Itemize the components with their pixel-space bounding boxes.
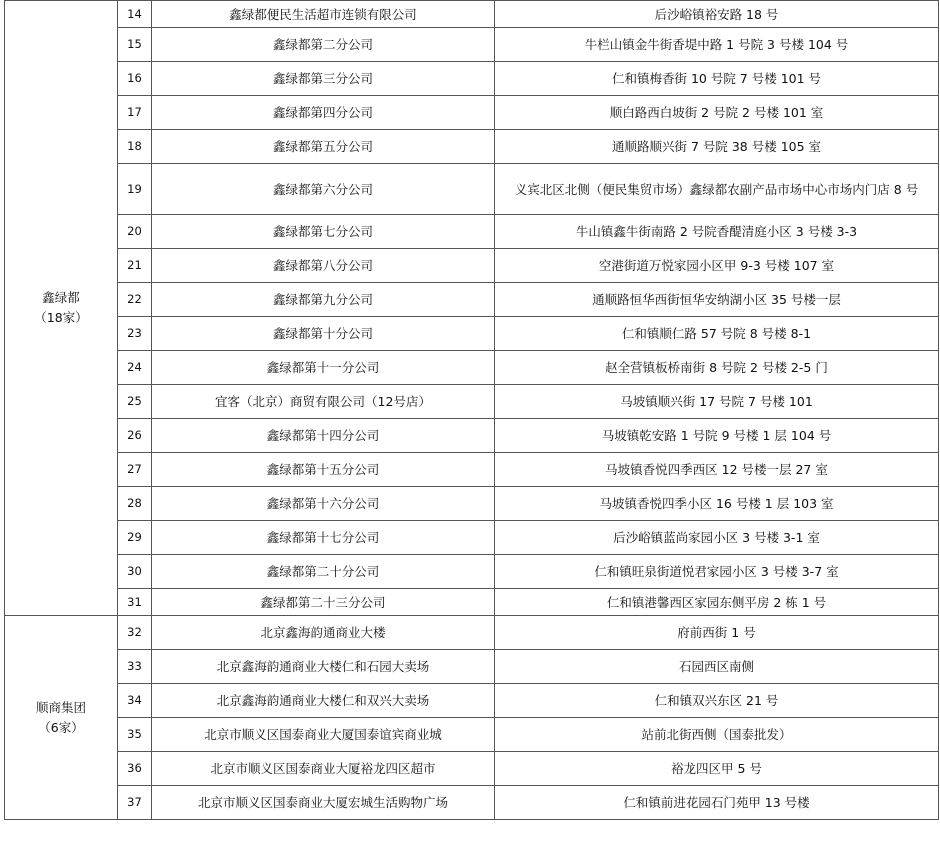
store-address: 裕龙四区甲 5 号 bbox=[495, 752, 939, 786]
group-name: 顺商集团 bbox=[35, 699, 86, 715]
row-number: 19 bbox=[118, 164, 152, 215]
row-number: 15 bbox=[118, 28, 152, 62]
store-address: 后沙峪镇蓝尚家园小区 3 号楼 3-1 室 bbox=[495, 521, 939, 555]
row-number: 21 bbox=[118, 249, 152, 283]
group-count: （18家） bbox=[34, 310, 88, 325]
store-name: 宜客（北京）商贸有限公司（12号店） bbox=[152, 385, 495, 419]
store-address: 站前北街西侧（国泰批发） bbox=[495, 718, 939, 752]
store-name: 北京市顺义区国泰商业大厦裕龙四区超市 bbox=[152, 752, 495, 786]
store-address: 仁和镇旺泉街道悦君家园小区 3 号楼 3-7 室 bbox=[495, 555, 939, 589]
store-name: 北京鑫海韵通商业大楼 bbox=[152, 616, 495, 650]
table-body bbox=[5, 1, 939, 820]
table-row bbox=[5, 684, 939, 718]
store-name: 鑫绿都第八分公司 bbox=[152, 249, 495, 283]
store-address: 顺白路西白坡街 2 号院 2 号楼 101 室 bbox=[495, 96, 939, 130]
row-number: 30 bbox=[118, 555, 152, 589]
table-row bbox=[5, 96, 939, 130]
table-row bbox=[5, 1, 939, 28]
row-number: 32 bbox=[118, 616, 152, 650]
row-number: 20 bbox=[118, 215, 152, 249]
store-address: 后沙峪镇裕安路 18 号 bbox=[495, 1, 939, 28]
row-number: 28 bbox=[118, 487, 152, 521]
row-number: 18 bbox=[118, 130, 152, 164]
row-number: 14 bbox=[118, 1, 152, 28]
table-row bbox=[5, 616, 939, 650]
store-address: 仁和镇梅香街 10 号院 7 号楼 101 号 bbox=[495, 62, 939, 96]
row-number: 27 bbox=[118, 453, 152, 487]
row-number: 22 bbox=[118, 283, 152, 317]
table-row bbox=[5, 317, 939, 351]
store-list-table bbox=[4, 0, 939, 820]
table-row bbox=[5, 283, 939, 317]
store-name: 北京鑫海韵通商业大楼仁和双兴大卖场 bbox=[152, 684, 495, 718]
table-row bbox=[5, 130, 939, 164]
table-row bbox=[5, 521, 939, 555]
store-address: 仁和镇港馨西区家园东侧平房 2 栋 1 号 bbox=[495, 589, 939, 616]
row-number: 35 bbox=[118, 718, 152, 752]
store-name: 鑫绿都第二分公司 bbox=[152, 28, 495, 62]
group-cell bbox=[5, 616, 118, 820]
store-address: 仁和镇双兴东区 21 号 bbox=[495, 684, 939, 718]
row-number: 33 bbox=[118, 650, 152, 684]
store-name: 鑫绿都第十四分公司 bbox=[152, 419, 495, 453]
store-address: 通顺路恒华西街恒华安纳湖小区 35 号楼一层 bbox=[495, 283, 939, 317]
row-number: 37 bbox=[118, 786, 152, 820]
store-address: 马坡镇香悦四季小区 16 号楼 1 层 103 室 bbox=[495, 487, 939, 521]
row-number: 29 bbox=[118, 521, 152, 555]
store-name: 鑫绿都第九分公司 bbox=[152, 283, 495, 317]
store-address: 马坡镇香悦四季西区 12 号楼一层 27 室 bbox=[495, 453, 939, 487]
store-address: 通顺路顺兴街 7 号院 38 号楼 105 室 bbox=[495, 130, 939, 164]
table-row bbox=[5, 487, 939, 521]
store-name: 鑫绿都第十七分公司 bbox=[152, 521, 495, 555]
store-name: 鑫绿都第十一分公司 bbox=[152, 351, 495, 385]
store-name: 鑫绿都第十分公司 bbox=[152, 317, 495, 351]
store-name: 鑫绿都第十六分公司 bbox=[152, 487, 495, 521]
store-name: 北京市顺义区国泰商业大厦宏城生活购物广场 bbox=[152, 786, 495, 820]
store-address: 赵全营镇板桥南街 8 号院 2 号楼 2-5 门 bbox=[495, 351, 939, 385]
row-number: 26 bbox=[118, 419, 152, 453]
row-number: 36 bbox=[118, 752, 152, 786]
row-number: 34 bbox=[118, 684, 152, 718]
store-address: 仁和镇顺仁路 57 号院 8 号楼 8-1 bbox=[495, 317, 939, 351]
table-row bbox=[5, 419, 939, 453]
table-row bbox=[5, 589, 939, 616]
group-cell bbox=[5, 1, 118, 616]
row-number: 31 bbox=[118, 589, 152, 616]
store-name: 鑫绿都第三分公司 bbox=[152, 62, 495, 96]
store-name: 北京鑫海韵通商业大楼仁和石园大卖场 bbox=[152, 650, 495, 684]
store-address: 石园西区南侧 bbox=[495, 650, 939, 684]
group-name: 鑫绿都 bbox=[42, 290, 80, 305]
group-count: （6家） bbox=[38, 719, 84, 735]
store-address: 义宾北区北侧（便民集贸市场）鑫绿都农副产品市场中心市场内门店 8 号 bbox=[495, 164, 939, 215]
store-address: 马坡镇顺兴街 17 号院 7 号楼 101 bbox=[495, 385, 939, 419]
table-row bbox=[5, 752, 939, 786]
table-row bbox=[5, 215, 939, 249]
row-number: 17 bbox=[118, 96, 152, 130]
table-row bbox=[5, 62, 939, 96]
table-row bbox=[5, 718, 939, 752]
store-name: 鑫绿都第七分公司 bbox=[152, 215, 495, 249]
store-name: 鑫绿都第六分公司 bbox=[152, 164, 495, 215]
row-number: 24 bbox=[118, 351, 152, 385]
store-address: 空港街道万悦家园小区甲 9-3 号楼 107 室 bbox=[495, 249, 939, 283]
store-name: 鑫绿都第五分公司 bbox=[152, 130, 495, 164]
store-name: 鑫绿都第二十三分公司 bbox=[152, 589, 495, 616]
table-row bbox=[5, 164, 939, 215]
store-address: 仁和镇前进花园石门苑甲 13 号楼 bbox=[495, 786, 939, 820]
table-row bbox=[5, 249, 939, 283]
table-row bbox=[5, 453, 939, 487]
row-number: 16 bbox=[118, 62, 152, 96]
store-name: 北京市顺义区国泰商业大厦国泰谊宾商业城 bbox=[152, 718, 495, 752]
store-name: 鑫绿都第二十分公司 bbox=[152, 555, 495, 589]
store-name: 鑫绿都第十五分公司 bbox=[152, 453, 495, 487]
table-row bbox=[5, 385, 939, 419]
store-address: 牛栏山镇金牛街香堤中路 1 号院 3 号楼 104 号 bbox=[495, 28, 939, 62]
table-row bbox=[5, 28, 939, 62]
store-name: 鑫绿都第四分公司 bbox=[152, 96, 495, 130]
table-row bbox=[5, 650, 939, 684]
store-address: 府前西街 1 号 bbox=[495, 616, 939, 650]
store-address: 牛山镇鑫牛街南路 2 号院香醍清庭小区 3 号楼 3-3 bbox=[495, 215, 939, 249]
table-row bbox=[5, 351, 939, 385]
row-number: 25 bbox=[118, 385, 152, 419]
store-address: 马坡镇乾安路 1 号院 9 号楼 1 层 104 号 bbox=[495, 419, 939, 453]
table-row bbox=[5, 555, 939, 589]
store-name: 鑫绿都便民生活超市连锁有限公司 bbox=[152, 1, 495, 28]
table-row bbox=[5, 786, 939, 820]
row-number: 23 bbox=[118, 317, 152, 351]
